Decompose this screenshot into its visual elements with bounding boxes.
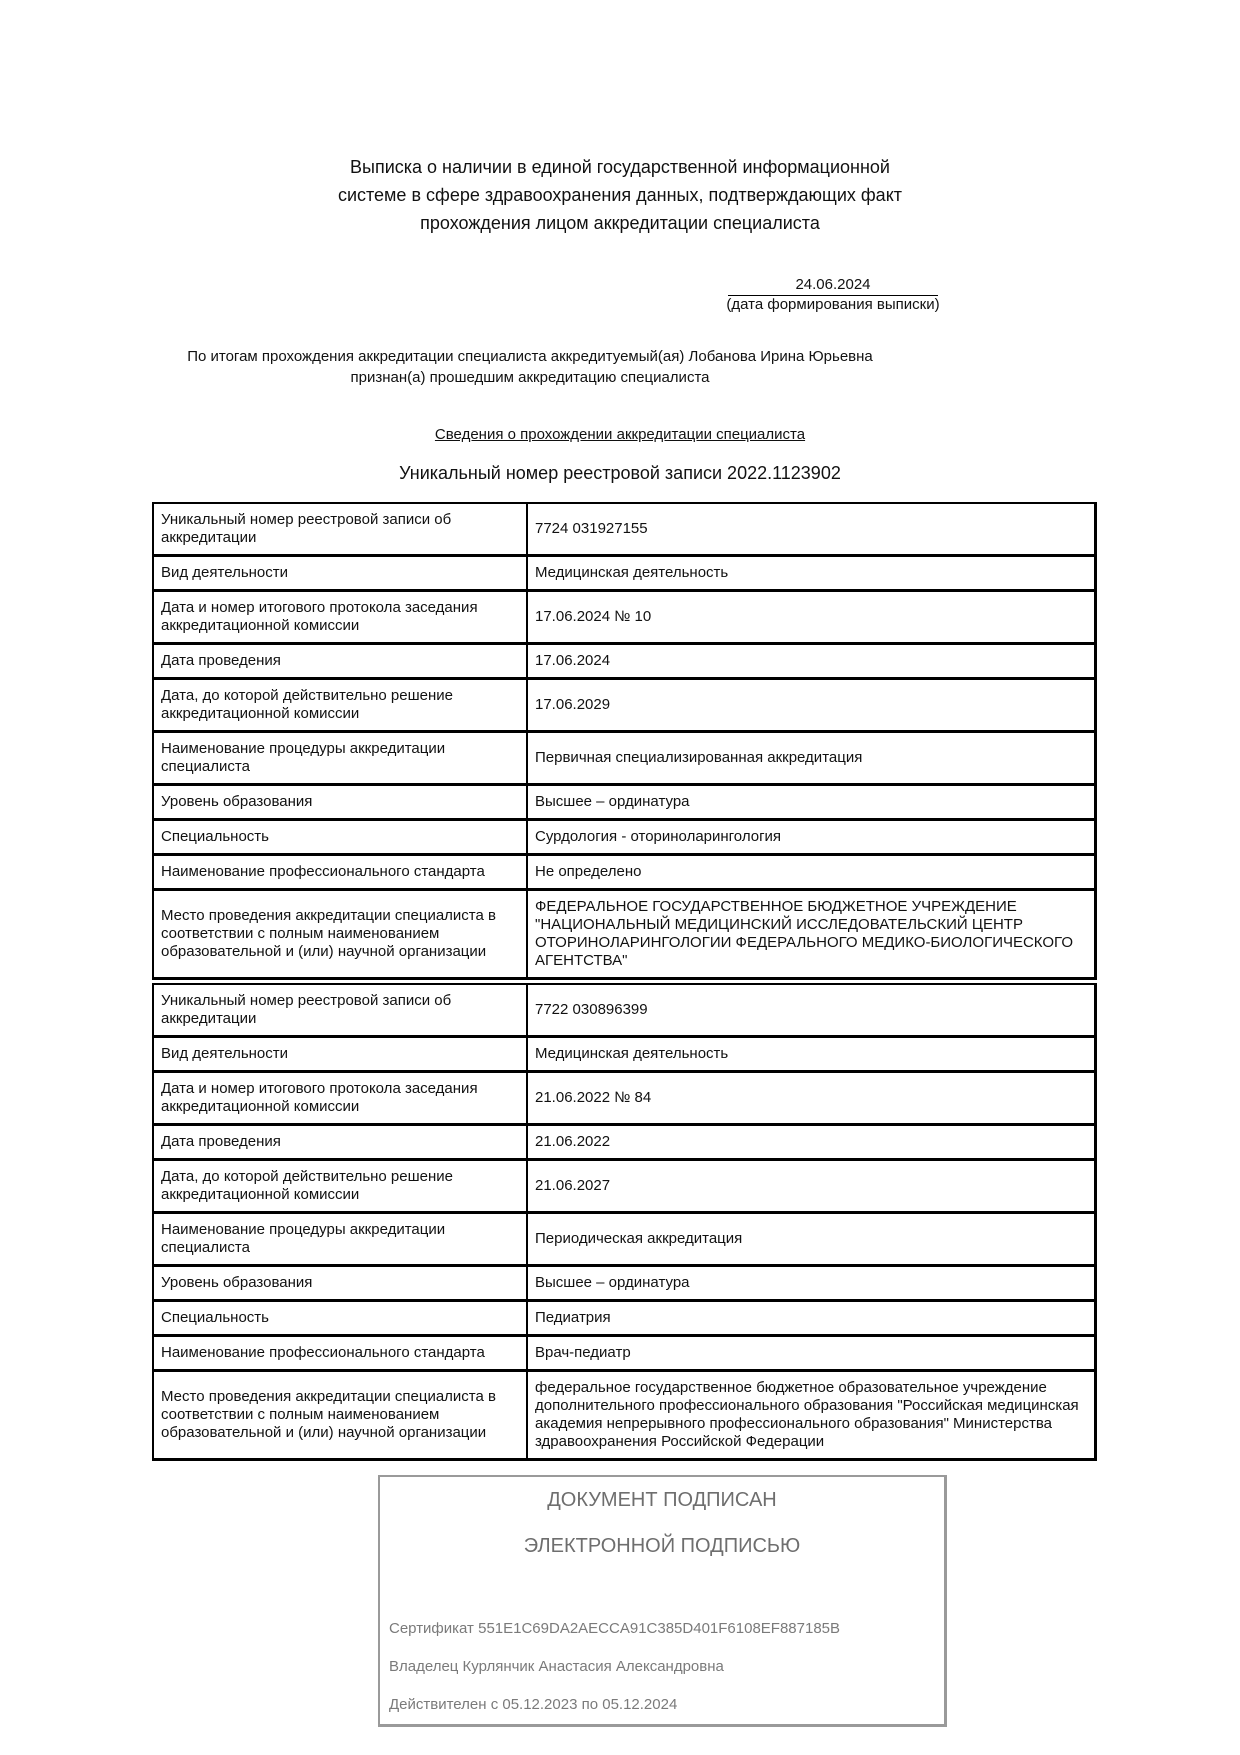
row-value: Первичная специализированная аккредитация (527, 732, 1096, 785)
table-row (153, 732, 1096, 785)
row-label: Наименование профессионального стандарта (153, 1336, 527, 1371)
row-value: Сурдология - оториноларингология (527, 820, 1096, 855)
statement-date: 24.06.2024 (728, 276, 938, 296)
table-row (153, 984, 1096, 1037)
title-line: системе в сфере здравоохранения данных, подтверждающих факт (337, 185, 903, 205)
row-value: 7724 031927155 (527, 503, 1096, 556)
table-row (153, 1072, 1096, 1125)
row-value: Врач-педиатр (527, 1336, 1096, 1371)
intro-paragraph (150, 346, 910, 388)
table-row (153, 1266, 1096, 1301)
row-label: Дата, до которой действительно решение аккредитационной комиссии (153, 679, 527, 732)
row-value: федеральное государственное бюджетное образовательное учреждение дополнительного профессионального образования "Российская медицинская академия непрерывного профессионального образования" Министерства здравоохранения Российской Федерации (527, 1371, 1096, 1460)
row-value: 21.06.2022 (527, 1125, 1096, 1160)
statement-date-caption: (дата формирования выписки) (726, 296, 940, 313)
section-heading: Сведения о прохождении аккредитации специалиста (434, 426, 806, 443)
table-row (153, 1336, 1096, 1371)
row-label: Наименование процедуры аккредитации специалиста (153, 732, 527, 785)
accreditation-table-1 (152, 502, 1097, 980)
row-label: Дата и номер итогового протокола заседания аккредитационной комиссии (153, 591, 527, 644)
row-value: 17.06.2024 (527, 644, 1096, 679)
row-value: Медицинская деятельность (527, 1037, 1096, 1072)
table-row (153, 1125, 1096, 1160)
row-label: Дата, до которой действительно решение аккредитационной комиссии (153, 1160, 527, 1213)
row-value: 7722 030896399 (527, 984, 1096, 1037)
registry-title: Уникальный номер реестровой записи 2022.1123902 (399, 463, 841, 483)
table-row (153, 1301, 1096, 1336)
row-label: Уникальный номер реестровой записи об аккредитации (153, 984, 527, 1037)
table-row (153, 556, 1096, 591)
row-label: Специальность (153, 1301, 527, 1336)
row-label: Наименование профессионального стандарта (153, 855, 527, 890)
row-label: Вид деятельности (153, 1037, 527, 1072)
table-row (153, 644, 1096, 679)
intro-line: признан(а) прошедшим аккредитацию специалиста (350, 369, 710, 386)
signature-heading-line1: ДОКУМЕНТ ПОДПИСАН (547, 1489, 777, 1511)
electronic-signature-stamp (378, 1475, 947, 1727)
table-row (153, 1371, 1096, 1460)
row-label: Уровень образования (153, 1266, 527, 1301)
row-value: 17.06.2029 (527, 679, 1096, 732)
row-value: Медицинская деятельность (527, 556, 1096, 591)
table-row (153, 679, 1096, 732)
row-value: Педиатрия (527, 1301, 1096, 1336)
table-row (153, 855, 1096, 890)
table-row (153, 1160, 1096, 1213)
row-label: Вид деятельности (153, 556, 527, 591)
row-label: Наименование процедуры аккредитации специалиста (153, 1213, 527, 1266)
row-label: Уникальный номер реестровой записи об аккредитации (153, 503, 527, 556)
row-value: 21.06.2027 (527, 1160, 1096, 1213)
row-label: Дата проведения (153, 1125, 527, 1160)
intro-line: По итогам прохождения аккредитации специалиста аккредитуемый(ая) Лобанова Ирина Юрьевна (187, 348, 873, 365)
row-value: Высшее – ординатура (527, 1266, 1096, 1301)
row-label: Дата проведения (153, 644, 527, 679)
row-value: ФЕДЕРАЛЬНОЕ ГОСУДАРСТВЕННОЕ БЮДЖЕТНОЕ УЧРЕЖДЕНИЕ "НАЦИОНАЛЬНЫЙ МЕДИЦИНСКИЙ ИССЛЕДОВАТЕЛЬСКИЙ ЦЕНТР ОТОРИНОЛАРИНГОЛОГИИ ФЕДЕРАЛЬНОГО МЕДИКО-БИОЛОГИЧЕСКОГО АГЕНТСТВА" (527, 890, 1096, 979)
table-row (153, 890, 1096, 979)
table-row (153, 1037, 1096, 1072)
document-title (0, 153, 1240, 237)
row-value: 21.06.2022 № 84 (527, 1072, 1096, 1125)
title-line: Выписка о наличии в единой государственной информационной (350, 157, 890, 177)
accreditation-table-2 (152, 983, 1097, 1461)
row-label: Место проведения аккредитации специалиста в соответствии с полным наименованием образовательной и (или) научной организации (153, 890, 527, 979)
row-label: Уровень образования (153, 785, 527, 820)
row-label: Дата и номер итогового протокола заседания аккредитационной комиссии (153, 1072, 527, 1125)
signature-owner: Владелец Курлянчик Анастасия Александровна (389, 1658, 724, 1675)
table-row (153, 785, 1096, 820)
table-row (153, 591, 1096, 644)
signature-certificate: Сертификат 551E1C69DA2AECCA91C385D401F6108EF887185B (389, 1620, 841, 1637)
statement-date-block (722, 276, 944, 314)
row-label: Место проведения аккредитации специалиста в соответствии с полным наименованием образовательной и (или) научной организации (153, 1371, 527, 1460)
row-value: 17.06.2024 № 10 (527, 591, 1096, 644)
row-value: Высшее – ординатура (527, 785, 1096, 820)
signature-heading-line2: ЭЛЕКТРОННОЙ ПОДПИСЬЮ (523, 1535, 801, 1557)
title-line: прохождения лицом аккредитации специалиста (420, 213, 820, 233)
table-row (153, 1213, 1096, 1266)
table-row (153, 503, 1096, 556)
row-label: Специальность (153, 820, 527, 855)
row-value: Периодическая аккредитация (527, 1213, 1096, 1266)
signature-validity: Действителен с 05.12.2023 по 05.12.2024 (389, 1696, 678, 1713)
row-value: Не определено (527, 855, 1096, 890)
table-row (153, 820, 1096, 855)
